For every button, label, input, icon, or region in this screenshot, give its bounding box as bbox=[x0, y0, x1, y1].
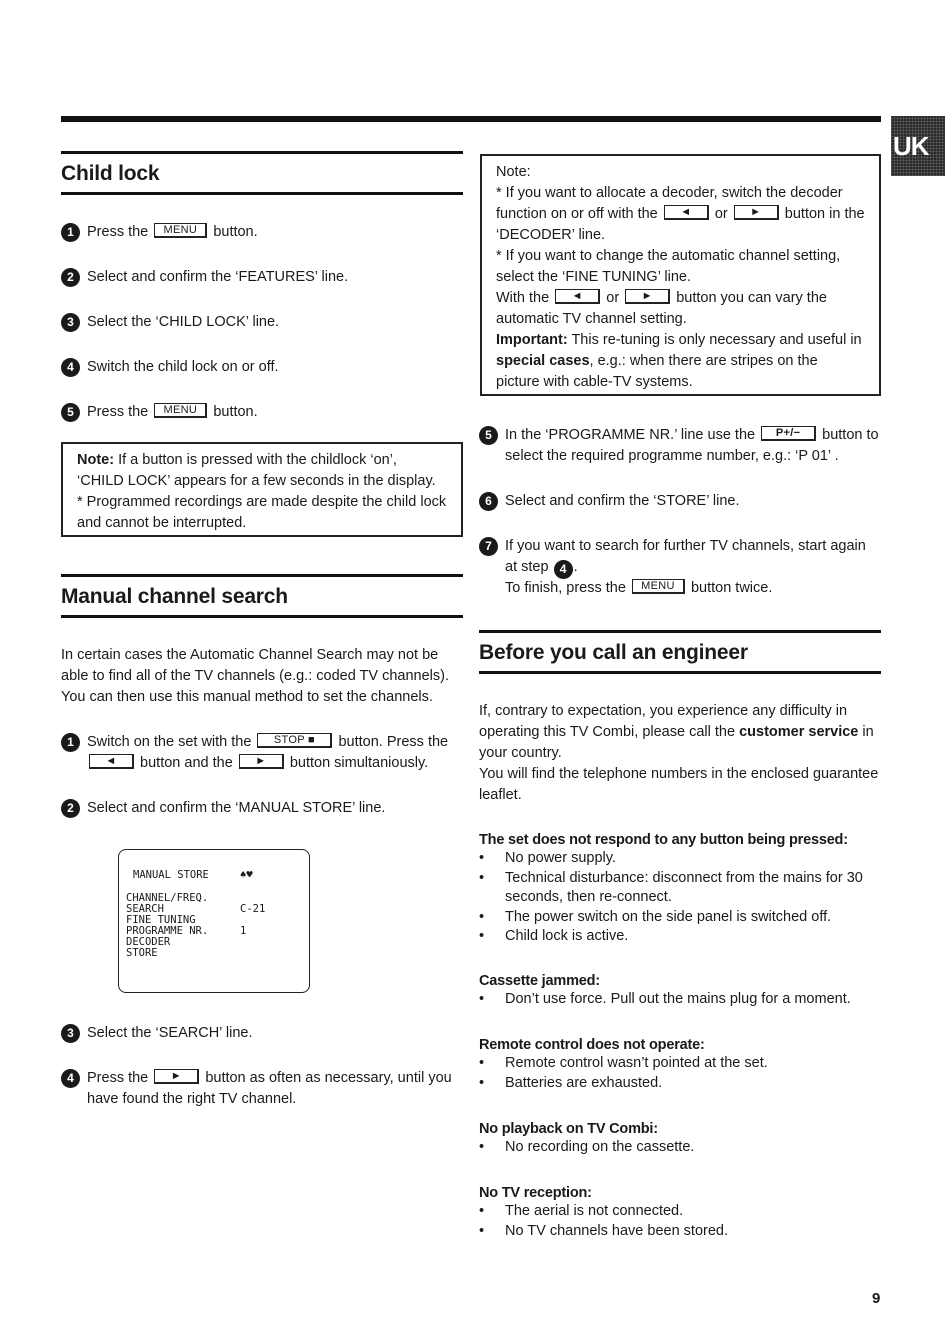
osd-symbols: ♠♥ bbox=[240, 869, 253, 881]
issue-heading: Cassette jammed: bbox=[479, 973, 600, 989]
menu-button-symbol: MENU bbox=[154, 223, 207, 238]
top-rule bbox=[61, 116, 881, 122]
issue-heading: No TV reception: bbox=[479, 1185, 592, 1201]
osd-row-label: STORE bbox=[126, 947, 158, 959]
menu-button-symbol: MENU bbox=[632, 579, 685, 594]
step-number: 5 bbox=[479, 426, 498, 445]
list-item: • Batteries are exhausted. bbox=[479, 1074, 881, 1094]
list-item: • No power supply. bbox=[479, 849, 881, 869]
right-arrow-button-symbol: ► bbox=[625, 289, 670, 304]
manual-search-step-1: 1 Switch on the set with the STOP ■ button. Press the ◄ button and the ► button simultaniously. bbox=[61, 732, 463, 774]
right-arrow-button-symbol: ► bbox=[734, 205, 779, 220]
language-tab: UK bbox=[891, 116, 945, 176]
osd-row-value: C-21 bbox=[240, 903, 266, 915]
issue-heading: Remote control does not operate: bbox=[479, 1037, 705, 1053]
osd-row-value: 1 bbox=[240, 925, 247, 937]
manual-search-step-7: 7 If you want to search for further TV channels, start again at step 4 . To finish, press the MENU button twice. bbox=[479, 536, 881, 599]
step-number: 4 bbox=[61, 1069, 80, 1088]
list-item: • The power switch on the side panel is switched off. bbox=[479, 908, 881, 928]
list-item: • Remote control wasn’t pointed at the set. bbox=[479, 1054, 881, 1074]
manual-store-osd-screen bbox=[118, 849, 310, 993]
issue-list bbox=[479, 1138, 881, 1158]
issue-heading: No playback on TV Combi: bbox=[479, 1121, 658, 1137]
issue-heading: The set does not respond to any button being pressed: bbox=[479, 832, 848, 848]
osd-row-label: PROGRAMME NR. bbox=[126, 925, 209, 937]
engineer-title: Before you call an engineer bbox=[479, 630, 881, 674]
list-item: • Technical disturbance: disconnect from the mains for 30 seconds, then re-connect. bbox=[479, 869, 881, 908]
osd-title: MANUAL STORE bbox=[133, 869, 209, 881]
list-item: • The aerial is not connected. bbox=[479, 1202, 881, 1222]
child-lock-step-1: 1 Press the MENU button. bbox=[61, 222, 463, 243]
manual-search-step-2: 2 Select and confirm the ‘MANUAL STORE’ line. bbox=[61, 798, 463, 819]
osd-row-label: CHANNEL/FREQ. bbox=[126, 892, 209, 904]
osd-row-label: FINE TUNING bbox=[126, 914, 196, 926]
manual-search-step-6: 6 Select and confirm the ‘STORE’ line. bbox=[479, 491, 881, 512]
step-number: 5 bbox=[61, 403, 80, 422]
osd-row-label: SEARCH bbox=[126, 903, 164, 915]
step-number: 4 bbox=[61, 358, 80, 377]
osd-row-label: DECODER bbox=[126, 936, 171, 948]
step-number: 2 bbox=[61, 268, 80, 287]
child-lock-step-4: 4 Switch the child lock on or off. bbox=[61, 357, 463, 378]
tuning-note: Note: * If you want to allocate a decoder, switch the decoder function on or off with the ◄ or ► button in the ‘DECODER’ line. * If you want to change the automatic channel setting, select the ‘FINE TUNING’ line. With the ◄ or ► button you can vary the automatic TV channel setting. Important: This re-tuning is only necessary and useful in special cases, e.g.: when there are stripes on the picture with cable-TV systems. bbox=[480, 154, 881, 396]
left-arrow-button-symbol: ◄ bbox=[89, 754, 134, 769]
right-arrow-button-symbol: ► bbox=[239, 754, 284, 769]
left-arrow-button-symbol: ◄ bbox=[555, 289, 600, 304]
step-number: 1 bbox=[61, 733, 80, 752]
engineer-intro: If, contrary to expectation, you experience any difficulty in operating this TV Combi, please call the customer service in your country. You will find the telephone numbers in the enclosed guarantee leaflet. bbox=[479, 703, 879, 803]
programme-plus-minus-button-symbol: P+/− bbox=[761, 426, 816, 441]
step-number: 6 bbox=[479, 492, 498, 511]
manual-search-step-5: 5 In the ‘PROGRAMME NR.’ line use the P+/− button to select the required programme number, e.g.: ‘P 01’ . bbox=[479, 425, 881, 467]
issue-list bbox=[479, 849, 881, 947]
list-item: • No recording on the cassette. bbox=[479, 1138, 881, 1158]
list-item: • Child lock is active. bbox=[479, 927, 881, 947]
child-lock-step-3: 3 Select the ‘CHILD LOCK’ line. bbox=[61, 312, 463, 333]
menu-button-symbol: MENU bbox=[154, 403, 207, 418]
child-lock-note: Note: If a button is pressed with the childlock ‘on’, ‘CHILD LOCK’ appears for a few seconds in the display. * Programmed recordings are made despite the child lock and cannot be interrupted. bbox=[61, 442, 463, 537]
step-number: 3 bbox=[61, 1024, 80, 1043]
issue-list bbox=[479, 990, 881, 1010]
step-number: 7 bbox=[479, 537, 498, 556]
child-lock-step-2: 2 Select and confirm the ‘FEATURES’ line. bbox=[61, 267, 463, 288]
step-number: 2 bbox=[61, 799, 80, 818]
list-item: • Don’t use force. Pull out the mains plug for a moment. bbox=[479, 990, 881, 1010]
stop-button-symbol: STOP ■ bbox=[257, 733, 332, 748]
issue-list bbox=[479, 1054, 881, 1093]
step-number: 3 bbox=[61, 313, 80, 332]
child-lock-title: Child lock bbox=[61, 151, 463, 195]
step-number: 1 bbox=[61, 223, 80, 242]
step-reference: 4 bbox=[554, 560, 573, 579]
page-number: 9 bbox=[872, 1290, 881, 1307]
right-arrow-button-symbol: ► bbox=[154, 1069, 199, 1084]
manual-search-step-3: 3 Select the ‘SEARCH’ line. bbox=[61, 1023, 463, 1044]
manual-search-step-4: 4 Press the ► button as often as necessary, until you have found the right TV channel. bbox=[61, 1068, 463, 1110]
left-arrow-button-symbol: ◄ bbox=[664, 205, 709, 220]
manual-search-intro: In certain cases the Automatic Channel Search may not be able to find all of the TV channels (e.g.: coded TV channels). You can then use this manual method to set the channels. bbox=[61, 647, 449, 705]
issue-list bbox=[479, 1202, 881, 1241]
manual-search-title: Manual channel search bbox=[61, 574, 463, 618]
child-lock-step-5: 5 Press the MENU button. bbox=[61, 402, 463, 423]
list-item: • No TV channels have been stored. bbox=[479, 1222, 881, 1242]
